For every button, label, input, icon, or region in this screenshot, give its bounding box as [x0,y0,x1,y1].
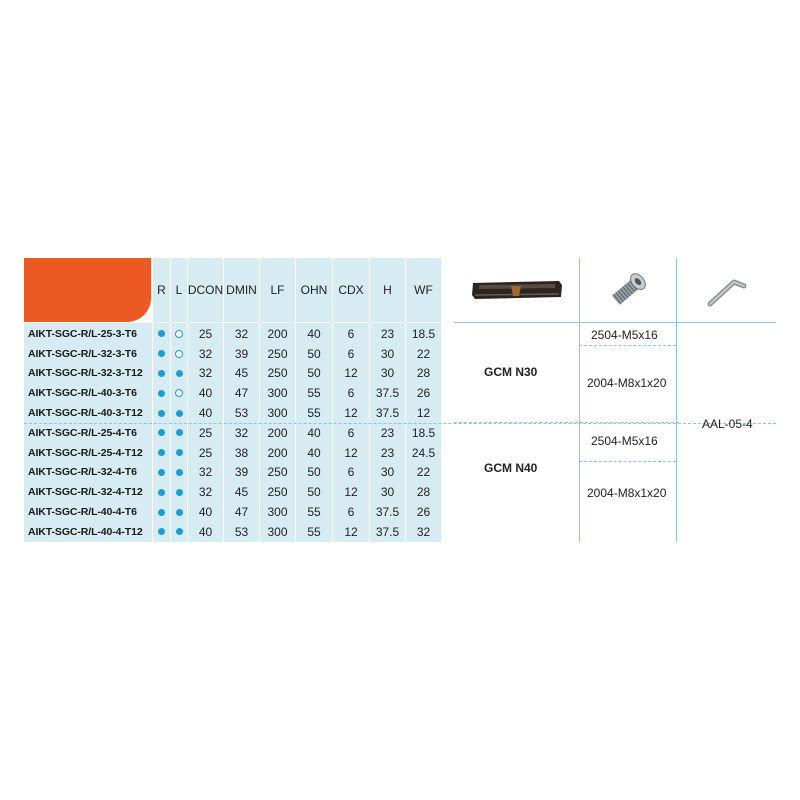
product-table [24,258,776,542]
cell-ohn: 55 [307,406,321,421]
empty-dot-icon [175,389,183,397]
cell-wf: 18.5 [411,425,436,440]
cell-lf: 250 [267,465,288,480]
cell-dmin: 39 [234,465,249,480]
right-hand-indicator [153,443,170,463]
cell-ohn: 40 [307,445,321,460]
cell-ohn: 55 [307,386,321,401]
cell-wf: 18.5 [411,326,436,341]
divider [579,461,676,462]
right-hand-indicator [153,344,170,364]
cell-cdx: 6 [347,425,355,440]
cell-ohn: 50 [307,346,321,361]
divider [454,322,776,323]
cell-dmin: 39 [234,346,249,361]
cell-h: 30 [380,366,395,381]
filled-dot-icon [158,509,165,516]
screw-g2-b: 2004-M8x1x20 [587,486,667,500]
cell-dmin: 53 [234,524,249,539]
wrench-header [676,258,776,322]
right-hand-indicator [153,482,170,502]
cell-dmin: 32 [234,425,249,440]
cell-lf: 200 [267,445,288,460]
left-hand-indicator [171,423,187,443]
cell-wf: 32 [416,524,431,539]
cell-dmin: 38 [234,445,249,460]
filled-dot-icon [158,528,165,535]
column-header-lf: LF [260,258,295,322]
right-hand-indicator [153,463,170,483]
filled-dot-icon [158,350,165,357]
cell-lf: 250 [267,346,288,361]
model-code: AIKT-SGC-R/L-40-3-T12 [28,407,143,420]
left-hand-indicator [171,443,187,463]
cell-dmin: 45 [234,366,249,381]
insert-group-2: GCM N40 [484,461,538,475]
cell-cdx: 12 [344,366,358,381]
left-hand-indicator [171,364,187,384]
screw-g1-a: 2504-M5x16 [591,328,658,342]
insert-group-1: GCM N30 [484,365,538,379]
divider [676,258,677,542]
cell-ohn: 55 [307,524,321,539]
column-header-ohn: OHN [296,258,332,322]
group-separator [24,423,776,424]
cell-lf: 300 [267,505,288,520]
left-hand-indicator [171,344,187,364]
left-hand-indicator [171,324,187,344]
cell-cdx: 12 [344,406,358,421]
model-code: AIKT-SGC-R/L-32-3-T12 [28,367,143,380]
model-code: AIKT-SGC-R/L-25-3-T6 [28,327,137,340]
cell-cdx: 6 [347,386,355,401]
model-code: AIKT-SGC-R/L-40-3-T6 [28,387,137,400]
cell-dcon: 40 [198,406,213,421]
cell-h: 30 [380,485,395,500]
cell-wf: 22 [416,465,431,480]
cell-dcon: 40 [198,505,213,520]
cell-dcon: 40 [198,386,213,401]
filled-dot-icon [158,449,165,456]
cell-dmin: 32 [234,326,249,341]
cell-ohn: 50 [307,485,321,500]
right-hand-indicator [153,364,170,384]
insert-icon [469,275,565,305]
left-hand-indicator [171,463,187,483]
column-header-dcon: DCON [188,258,223,322]
orange-header-block [24,258,151,322]
cell-dcon: 32 [198,366,213,381]
filled-dot-icon [176,509,183,516]
filled-dot-icon [158,429,165,436]
filled-dot-icon [176,449,183,456]
screw-icon [604,268,652,312]
cell-dmin: 45 [234,485,249,500]
column-header-dmin: DMIN [224,258,259,322]
column-header-l: L [171,258,187,322]
filled-dot-icon [158,469,165,476]
cell-cdx: 12 [344,524,358,539]
cell-lf: 300 [267,406,288,421]
cell-wf: 28 [416,485,431,500]
cell-cdx: 12 [344,485,358,500]
model-code: AIKT-SGC-R/L-32-4-T6 [28,466,137,479]
screw-header [579,258,676,322]
cell-dcon: 25 [198,425,213,440]
cell-h: 37.5 [375,386,400,401]
filled-dot-icon [158,489,165,496]
model-code: AIKT-SGC-R/L-25-4-T6 [28,426,137,439]
insert-header [454,258,579,322]
filled-dot-icon [176,370,183,377]
cell-h: 37.5 [375,406,400,421]
cell-h: 23 [380,445,395,460]
cell-cdx: 6 [347,465,355,480]
right-hand-indicator [153,522,170,542]
cell-wf: 28 [416,366,431,381]
cell-h: 23 [380,326,395,341]
screw-g2-a: 2504-M5x16 [591,434,658,448]
left-hand-indicator [171,403,187,423]
cell-dmin: 47 [234,386,249,401]
cell-h: 23 [380,425,395,440]
cell-dcon: 40 [198,524,213,539]
column-header-r: R [153,258,170,322]
cell-wf: 22 [416,346,431,361]
cell-ohn: 50 [307,465,321,480]
cell-lf: 200 [267,425,288,440]
empty-dot-icon [175,330,183,338]
column-header-wf: WF [406,258,441,322]
cell-h: 30 [380,465,395,480]
filled-dot-icon [176,429,183,436]
model-code: AIKT-SGC-R/L-32-4-T12 [28,486,143,499]
column-header-h: H [370,258,405,322]
cell-ohn: 40 [307,326,321,341]
empty-dot-icon [175,350,183,358]
left-hand-indicator [171,522,187,542]
model-code: AIKT-SGC-R/L-25-4-T12 [28,446,143,459]
model-code: AIKT-SGC-R/L-40-4-T6 [28,506,137,519]
cell-wf: 12 [416,406,431,421]
filled-dot-icon [158,410,165,417]
right-hand-indicator [153,383,170,403]
divider [579,345,676,346]
filled-dot-icon [176,410,183,417]
cell-dcon: 32 [198,465,213,480]
cell-cdx: 6 [347,346,355,361]
filled-dot-icon [176,528,183,535]
right-hand-indicator [153,502,170,522]
model-code: AIKT-SGC-R/L-32-3-T6 [28,347,137,360]
cell-wf: 26 [416,386,431,401]
cell-h: 37.5 [375,505,400,520]
cell-lf: 300 [267,524,288,539]
cell-dmin: 53 [234,406,249,421]
right-hand-indicator [153,403,170,423]
cell-dcon: 25 [198,445,213,460]
cell-dcon: 25 [198,326,213,341]
cell-dcon: 32 [198,485,213,500]
filled-dot-icon [176,489,183,496]
cell-ohn: 40 [307,425,321,440]
filled-dot-icon [158,370,165,377]
cell-dmin: 47 [234,505,249,520]
filled-dot-icon [158,330,165,337]
left-hand-indicator [171,383,187,403]
cell-cdx: 6 [347,326,355,341]
right-hand-indicator [153,423,170,443]
wrench-code: AAL-05-4 [702,417,753,431]
cell-cdx: 6 [347,505,355,520]
divider [579,258,580,542]
column-header-cdx: CDX [333,258,369,322]
left-hand-indicator [171,502,187,522]
screw-g1-b: 2004-M8x1x20 [587,376,667,390]
wrench-icon [704,268,748,312]
cell-wf: 26 [416,505,431,520]
cell-wf: 24.5 [411,445,436,460]
model-code: AIKT-SGC-R/L-40-4-T12 [28,525,143,538]
cell-cdx: 12 [344,445,358,460]
cell-lf: 250 [267,485,288,500]
cell-lf: 250 [267,366,288,381]
cell-lf: 200 [267,326,288,341]
filled-dot-icon [176,469,183,476]
cell-h: 37.5 [375,524,400,539]
cell-h: 30 [380,346,395,361]
cell-ohn: 55 [307,505,321,520]
cell-ohn: 50 [307,366,321,381]
divider [454,422,679,423]
filled-dot-icon [158,390,165,397]
cell-dcon: 32 [198,346,213,361]
right-hand-indicator [153,324,170,344]
cell-lf: 300 [267,386,288,401]
left-hand-indicator [171,482,187,502]
